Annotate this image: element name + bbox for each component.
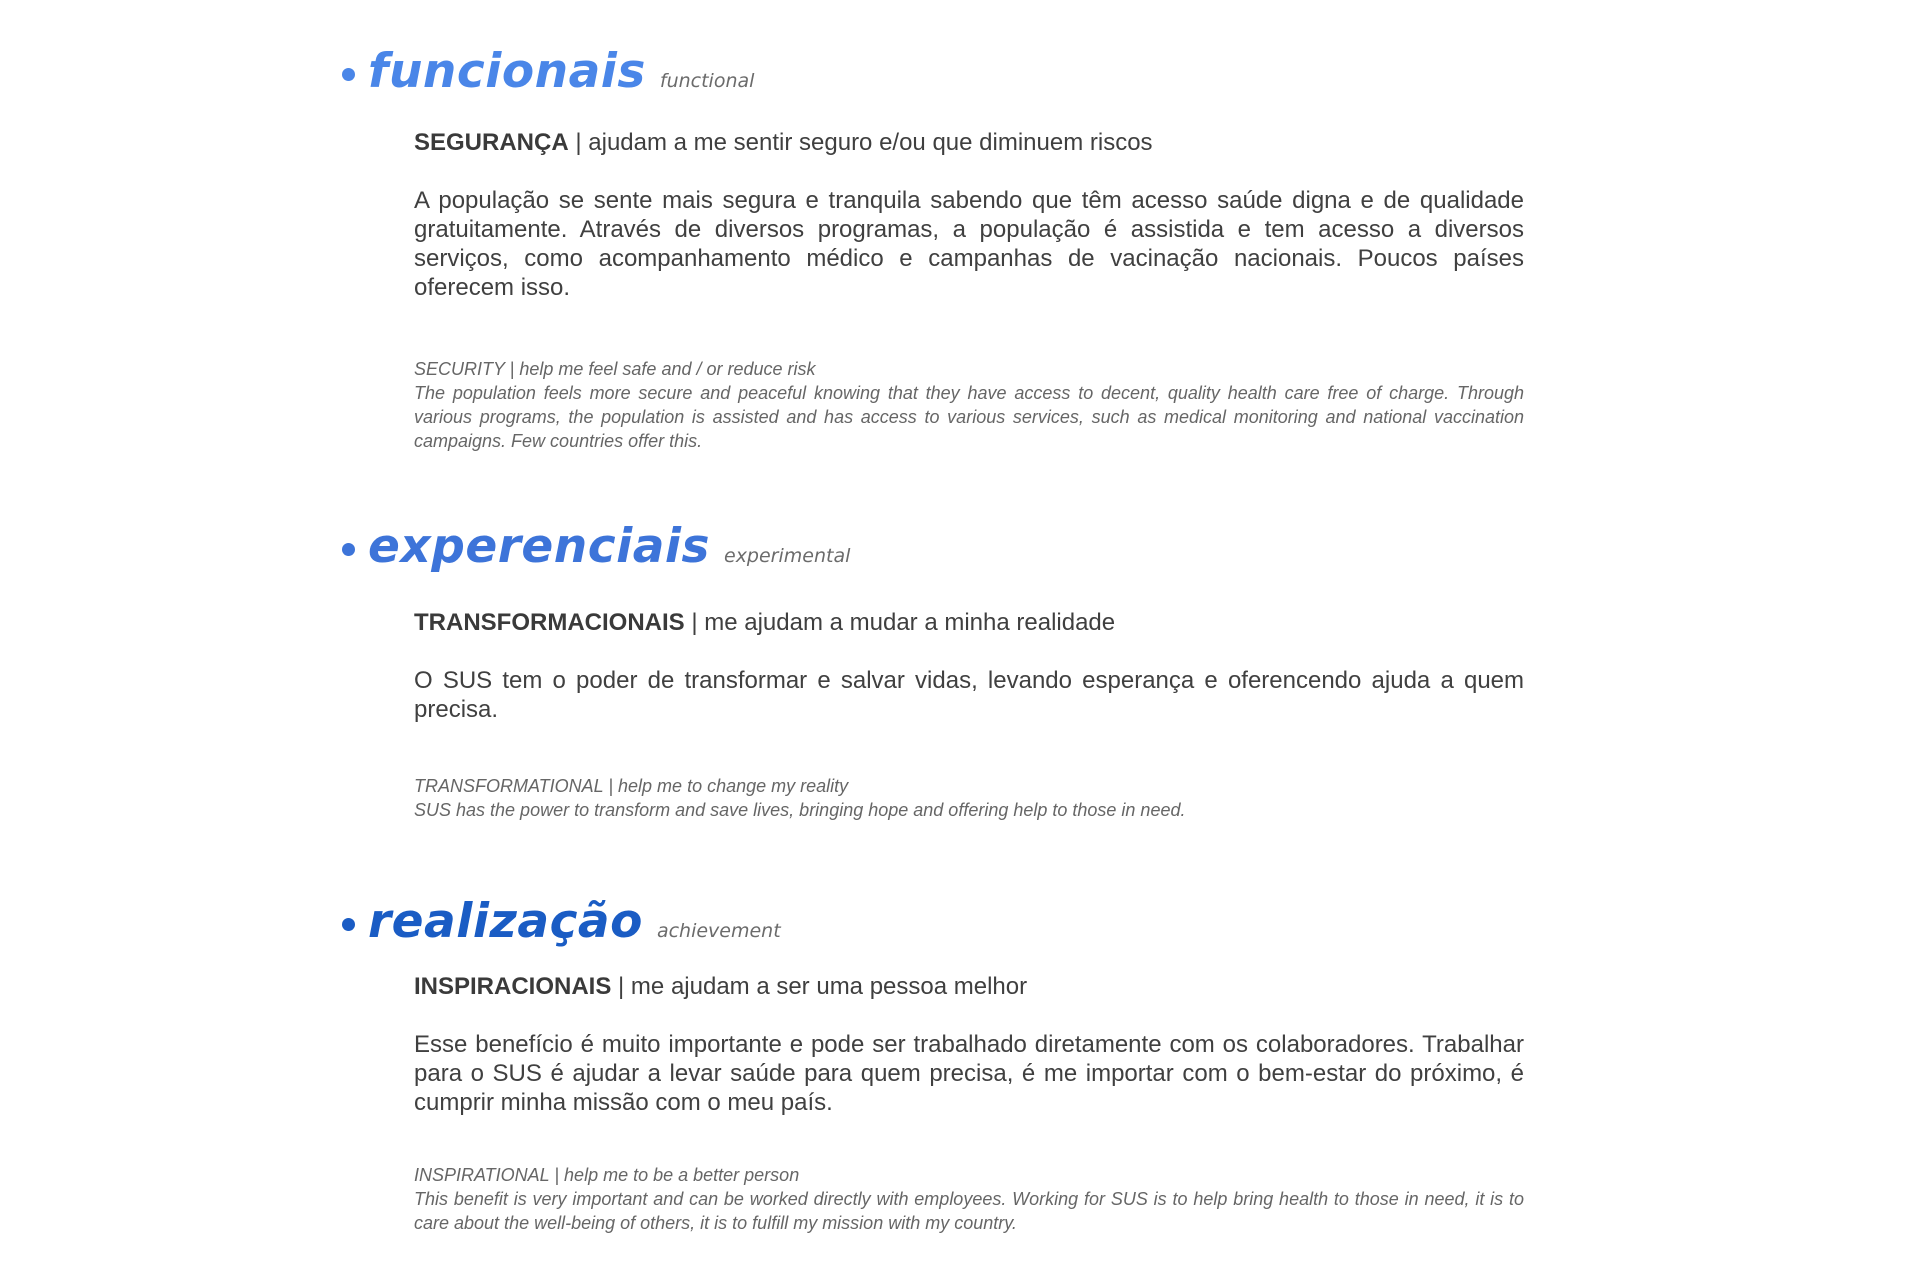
pt-heading — [414, 128, 1524, 157]
section-heading-row — [342, 894, 781, 949]
en-title: INSPIRATIONAL | help me to be a better person — [414, 1165, 800, 1185]
pt-label: TRANSFORMACIONAIS — [414, 609, 685, 636]
pt-description: | me ajudam a ser uma pessoa melhor — [611, 973, 1028, 1000]
section-subtitle: experimental — [724, 545, 851, 567]
pt-body: A população se sente mais segura e tranquila sabendo que têm acesso saúde digna e de qualidade gratuitamente. Através de diversos programas, a população é assistida e tem acesso a diversos serviços, como acompanhamento médico e campanhas de vacinação nacionais. Poucos países oferecem isso. — [414, 187, 1524, 301]
en-body: SUS has the power to transform and save lives, bringing hope and offering help to those in need. — [414, 800, 1186, 820]
section-content — [414, 972, 1524, 1117]
en-body: The population feels more secure and peaceful knowing that they have access to decent, quality health care free of charge. Through various programs, the population is assisted and has access to various services, such as medical monitoring and national vaccination campaigns. Few countries offer this. — [414, 383, 1524, 451]
bullet-icon — [342, 68, 355, 81]
pt-heading — [414, 608, 1524, 637]
english-translation — [414, 1163, 1524, 1235]
section-subtitle: achievement — [656, 920, 781, 942]
pt-body: Esse benefício é muito importante e pode ser trabalhado diretamente com os colaboradores. Trabalhar para o SUS é ajudar a levar saúde para quem precisa, é me importar com o bem-estar do próximo, é cumprir minha missão com o meu país. — [414, 1031, 1524, 1116]
pt-description: | me ajudam a mudar a minha realidade — [684, 609, 1116, 636]
bullet-icon — [342, 543, 355, 556]
section-subtitle: functional — [659, 70, 755, 92]
pt-body: O SUS tem o poder de transformar e salvar vidas, levando esperança e oferencendo ajuda a quem precisa. — [414, 667, 1524, 723]
pt-label: INSPIRACIONAIS — [414, 973, 612, 1000]
section-content — [414, 608, 1524, 724]
pt-label: SEGURANÇA — [414, 129, 569, 156]
section-title: realização — [368, 894, 643, 949]
section-title: experenciais — [368, 519, 710, 574]
english-translation — [414, 357, 1524, 453]
pt-heading — [414, 972, 1524, 1001]
en-title: SECURITY | help me feel safe and / or reduce risk — [414, 359, 816, 379]
en-body: This benefit is very important and can be worked directly with employees. Working for SUS is to help bring health to those in need, it is to care about the well-being of others, it is to fulfill my mission with my country. — [414, 1189, 1524, 1233]
pt-description: | ajudam a me sentir seguro e/ou que diminuem riscos — [568, 129, 1153, 156]
section-content — [414, 128, 1524, 302]
en-title: TRANSFORMATIONAL | help me to change my reality — [414, 776, 849, 796]
english-translation — [414, 774, 1524, 822]
section-heading-row — [342, 519, 851, 574]
section-heading-row — [342, 44, 755, 99]
section-title: funcionais — [368, 44, 646, 99]
bullet-icon — [342, 918, 355, 931]
